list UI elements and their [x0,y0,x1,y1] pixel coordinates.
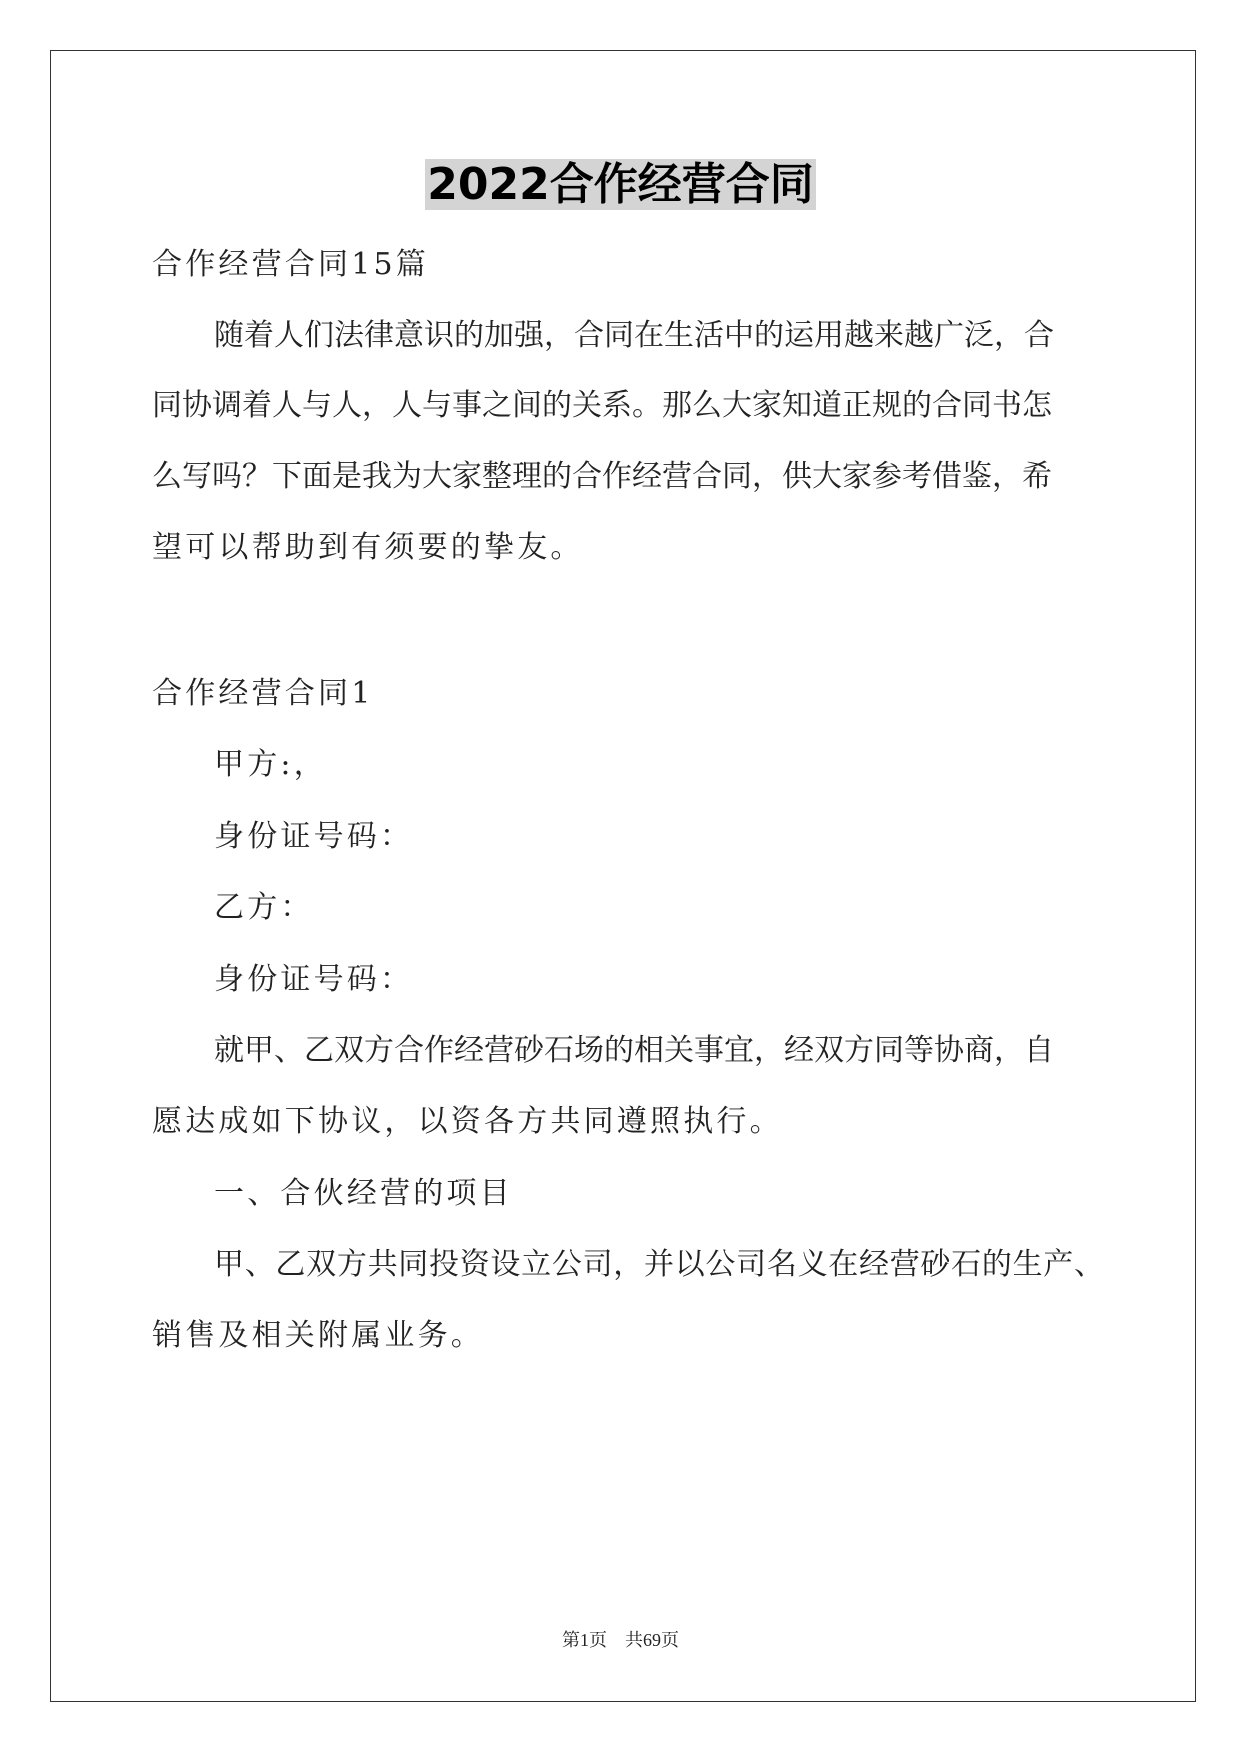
page-footer [0,1628,1241,1652]
intro-line-4: 望可以帮助到有须要的挚友。 [152,530,584,565]
section-heading: 合作经营合同1 [152,676,374,711]
clause-1-line-2: 销售及相关附属业务。 [152,1318,484,1353]
page-total: 共69页 [625,1630,679,1650]
intro-line-3: 么写吗？下面是我为大家整理的合作经营合同，供大家参考借鉴，希 [152,459,1052,494]
intro-line-2: 同协调着人与人，人与事之间的关系。那么大家知道正规的合同书怎 [152,388,1052,423]
id-b-line: 身份证号码： [214,962,414,997]
clause-1-line-1: 甲、乙双方共同投资设立公司，并以公司名义在经营砂石的生产、 [214,1247,1104,1282]
intro-line-1: 随着人们法律意识的加强，合同在生活中的运用越来越广泛，合 [214,318,1054,353]
party-a-line: 甲方:， [214,747,327,782]
document-subtitle: 合作经营合同15篇 [152,247,429,282]
page-number: 第1页 [562,1630,607,1650]
agreement-line-1: 就甲、乙双方合作经营砂石场的相关事宜，经双方同等协商，自 [214,1033,1054,1068]
clause-1-heading: 一、合伙经营的项目 [214,1176,513,1211]
id-a-line: 身份证号码： [214,819,414,854]
agreement-line-2: 愿达成如下协议，以资各方共同遵照执行。 [152,1104,783,1139]
page-border [50,50,1196,1702]
party-b-line: 乙方： [214,890,314,925]
document-title: 2022合作经营合同 [427,159,814,210]
